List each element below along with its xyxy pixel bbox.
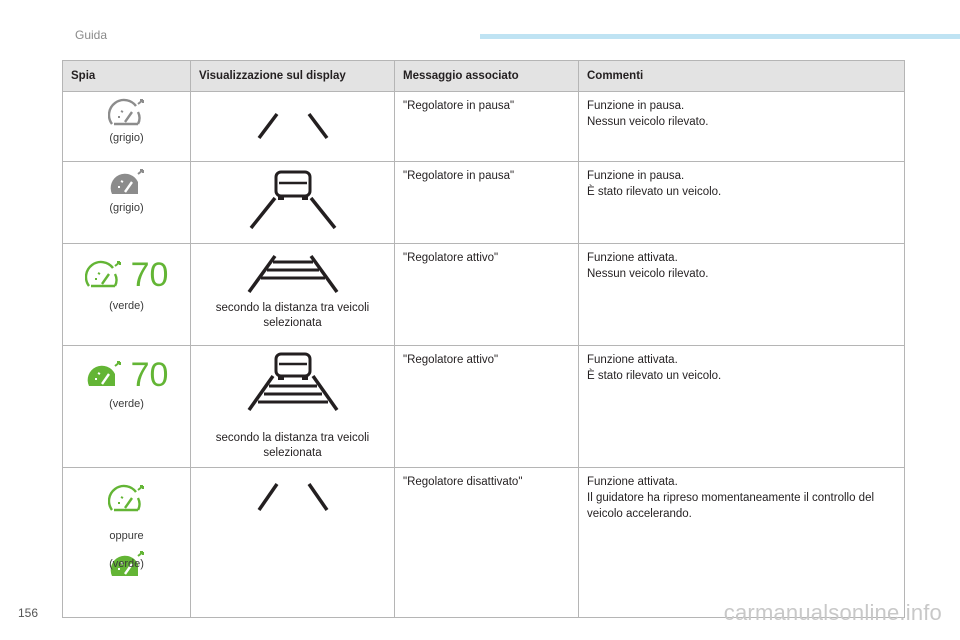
table-row <box>63 346 905 468</box>
associated-message: "Regolatore in pausa" <box>403 100 515 112</box>
comment-line: Funzione attivata. <box>587 252 678 264</box>
spia-color-caption: (verde) <box>109 300 144 312</box>
message-cell <box>395 92 579 162</box>
header-accent-bar <box>480 34 960 39</box>
vehicle-ahead-icon <box>233 352 353 414</box>
message-cell <box>395 468 579 618</box>
comment-line: Funzione attivata. <box>587 354 678 366</box>
table-header-row <box>63 61 905 92</box>
cruise-control-icon <box>85 360 123 390</box>
comment-line: È stato rilevato un veicolo. <box>587 370 722 382</box>
table-row <box>63 468 905 618</box>
table-row <box>63 244 905 346</box>
watermark-site: carmanualsonline.info <box>723 600 942 625</box>
comment-cell <box>579 244 905 346</box>
spia-cell <box>63 468 191 618</box>
cruise-control-icon <box>108 168 146 198</box>
associated-message: "Regolatore attivo" <box>403 354 499 366</box>
comment-line: Il guidatore ha ripreso momentaneamente il controllo del veicolo accelerando. <box>587 492 875 520</box>
spia-cell <box>63 244 191 346</box>
set-speed-value: 70 <box>130 356 169 394</box>
comment-line: Nessun veicolo rilevato. <box>587 116 709 128</box>
distance-bars-icon <box>233 250 353 296</box>
cruise-control-icon <box>85 260 123 290</box>
comment-line: Funzione in pausa. <box>587 100 685 112</box>
display-note: secondo la distanza tra veicoli selezionata <box>215 432 370 459</box>
column-header-spia: Spia <box>63 61 191 92</box>
section-label: Guida <box>75 28 108 42</box>
table-row <box>63 162 905 244</box>
column-header-display: Visualizzazione sul display <box>191 61 395 92</box>
comment-cell <box>579 162 905 244</box>
associated-message: "Regolatore in pausa" <box>403 170 515 182</box>
comment-cell <box>579 92 905 162</box>
comment-cell <box>579 468 905 618</box>
associated-message: "Regolatore attivo" <box>403 252 499 264</box>
spia-or-caption: oppure <box>109 530 144 542</box>
comment-line: Funzione attivata. <box>587 476 678 488</box>
comment-line: Funzione in pausa. <box>587 170 685 182</box>
spia-color-caption: (verde) <box>109 398 144 410</box>
display-cell <box>191 468 395 618</box>
spia-cell <box>63 346 191 468</box>
cruise-control-icon <box>108 98 146 128</box>
cruise-control-icon <box>108 484 146 514</box>
lane-lines-icon <box>233 474 353 520</box>
spia-color-caption: (verde) <box>109 558 144 570</box>
spia-color-caption: (grigio) <box>109 202 144 214</box>
page-number: 156 <box>18 606 39 620</box>
comment-line: È stato rilevato un veicolo. <box>587 186 722 198</box>
column-header-message: Messaggio associato <box>395 61 579 92</box>
message-cell <box>395 244 579 346</box>
message-cell <box>395 162 579 244</box>
spia-cell <box>63 92 191 162</box>
vehicle-ahead-icon <box>233 168 353 232</box>
display-cell <box>191 162 395 244</box>
comment-line: Nessun veicolo rilevato. <box>587 268 709 280</box>
comment-cell <box>579 346 905 468</box>
table-row <box>63 92 905 162</box>
message-cell <box>395 346 579 468</box>
display-note: secondo la distanza tra veicoli selezionata <box>215 302 370 329</box>
warning-lamp-table <box>62 60 905 618</box>
lane-lines-icon <box>233 98 353 150</box>
spia-cell <box>63 162 191 244</box>
display-cell <box>191 346 395 468</box>
spia-color-caption: (grigio) <box>109 132 144 144</box>
associated-message: "Regolatore disattivato" <box>403 476 523 488</box>
display-cell <box>191 92 395 162</box>
set-speed-value: 70 <box>130 256 169 294</box>
column-header-comments: Commenti <box>579 61 905 92</box>
display-cell <box>191 244 395 346</box>
